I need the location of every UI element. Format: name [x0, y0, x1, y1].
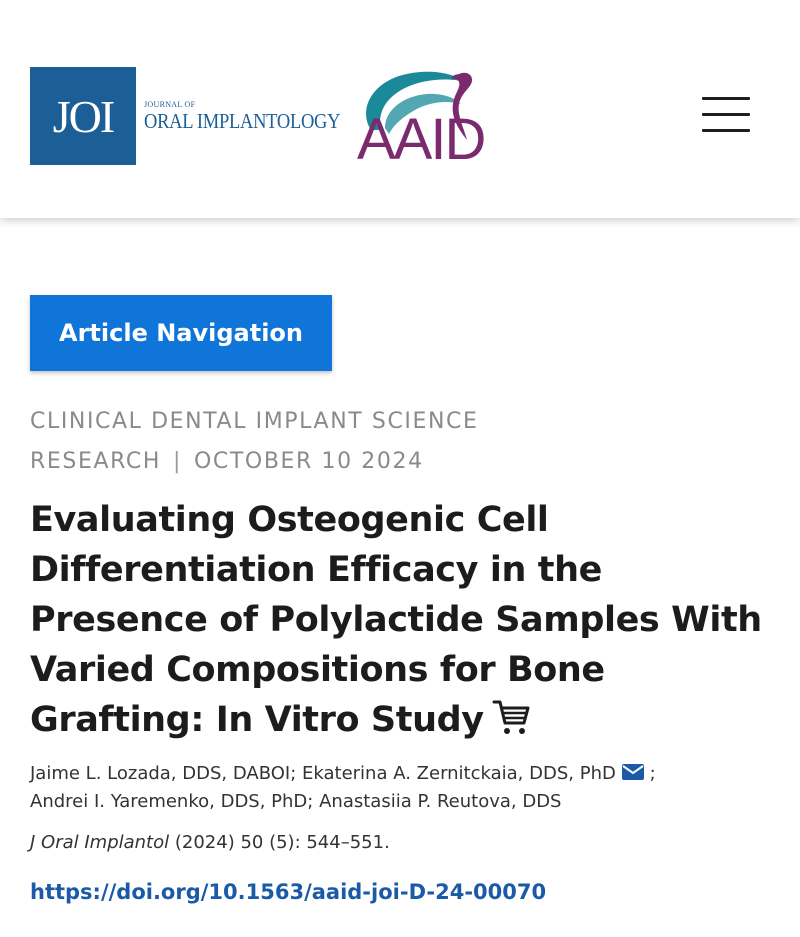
- citation-details: (2024) 50 (5): 544–551.: [174, 832, 390, 853]
- joi-logo-big-text: ORAL IMPLANTOLOGY: [144, 109, 341, 133]
- article-meta: [30, 402, 770, 482]
- article-title-text: Evaluating Osteogenic Cell Differentiation Efficacy in the Presence of Polylactide Samples With Varied Compositions for Bone Grafting: In Vitro Study: [30, 500, 762, 740]
- author-link[interactable]: Jaime L. Lozada, DDS, DABOI: [30, 763, 291, 784]
- author-separator: ;: [649, 763, 656, 784]
- article-navigation-button[interactable]: Article Navigation: [30, 295, 332, 371]
- shopping-cart-icon[interactable]: [492, 697, 532, 737]
- envelope-icon[interactable]: [622, 764, 644, 780]
- aaid-logo-text: AAID: [357, 107, 485, 163]
- article-category[interactable]: CLINICAL DENTAL IMPLANT SCIENCE RESEARCH: [30, 409, 479, 474]
- author-link[interactable]: Ekaterina A. Zernitckaia, DDS, PhD: [302, 763, 616, 784]
- joi-logo-small-text: JOURNAL OF: [144, 100, 196, 109]
- citation-journal: J Oral Implantol: [30, 832, 170, 853]
- aaid-logo[interactable]: [355, 68, 540, 163]
- menu-bar-middle: [702, 113, 750, 116]
- joi-logo-mark: JOI: [30, 67, 136, 165]
- author-link[interactable]: Anastasiia P. Reutova, DDS: [319, 791, 562, 812]
- doi-link[interactable]: https://doi.org/10.1563/aaid-joi-D-24-00070: [30, 880, 547, 904]
- article-date: OCTOBER 10 2024: [194, 449, 424, 474]
- article-title: [30, 495, 775, 745]
- author-list: [30, 760, 770, 816]
- joi-logo-text: [144, 100, 367, 132]
- author-separator: ;: [290, 763, 297, 784]
- author-separator: ;: [307, 791, 314, 812]
- site-header: [0, 0, 800, 218]
- citation: [30, 830, 390, 856]
- joi-logo[interactable]: [30, 67, 367, 165]
- hamburger-menu-icon[interactable]: [702, 95, 752, 135]
- author-link[interactable]: Andrei I. Yaremenko, DDS, PhD: [30, 791, 308, 812]
- menu-bar-bottom: [702, 129, 750, 132]
- menu-bar-top: [702, 97, 750, 100]
- meta-separator: |: [173, 449, 183, 474]
